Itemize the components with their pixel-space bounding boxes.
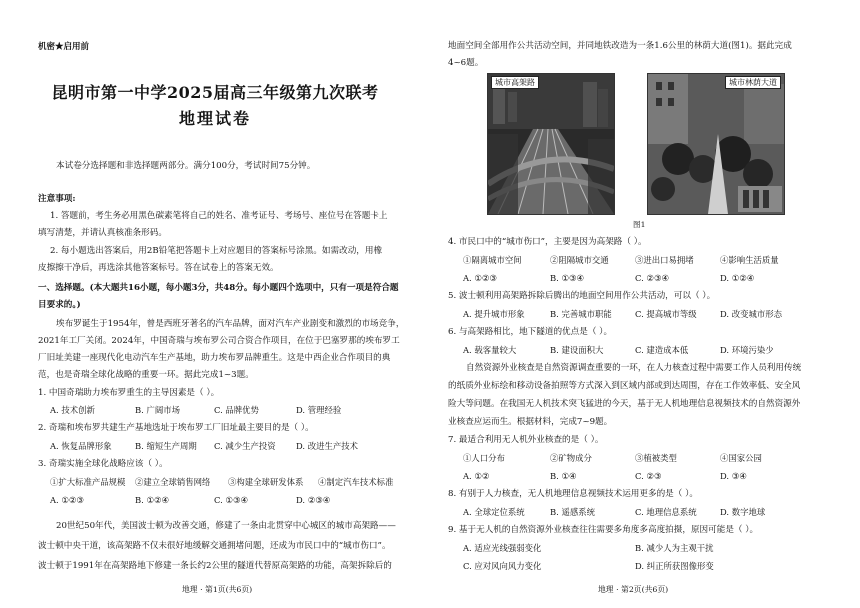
q4-option-d: D. ①②④ [720, 273, 755, 283]
q9-option-d: D. 纠正所获图像形变 [635, 561, 714, 571]
q3-statement-1: ①扩大标准产品规模 [50, 477, 126, 487]
passage-1-line-3: 厂旧址美建一座现代化电动汽车生产基地，助力埃布罗品牌重生。这是中西企业合作项目的典 [38, 353, 391, 363]
q1-option-b: B. 广阔市场 [135, 405, 180, 415]
q4-option-c: C. ②③④ [635, 273, 669, 283]
q3-option-d: D. ②③④ [296, 495, 331, 505]
question-6: 6. 与高架路相比，地下隧道的优点是（ ）。 [448, 327, 613, 337]
question-5: 5. 波士顿利用高架路拆除后腾出的地面空间用作公共活动，可以（ ）。 [448, 291, 716, 301]
exam-subject-title: 地理试卷 [178, 109, 251, 128]
passage-continued-line-1: 地面空间全部用作公共活动空间，并同地铁改造为一条1.6公里的林荫大道(图1)。据此完成 [448, 41, 792, 51]
page-2 [430, 0, 860, 608]
question-1: 1. 中国奇瑞助力埃布罗重生的主导因素是（ ）。 [38, 388, 220, 398]
photo-2-label: 城市林荫大道 [725, 76, 781, 89]
q5-option-c: C. 提高城市等级 [635, 309, 697, 319]
q3-option-b: B. ①②④ [135, 495, 170, 505]
passage-2-line-2: 波士顿中央干道，该高架路不仅未很好地缓解交通拥堵问题，还成为市民口中的“城市伤口”。 [38, 541, 391, 551]
q7-statement-1: ①人口分布 [463, 453, 505, 463]
q3-statement-2: ②建立全球销售网络 [135, 477, 211, 487]
passage-3-line-2: 的纸质外业标绘和移动设备拍照等方式深入到区域内部或到达周围，存在工作效率低、安全风 [448, 381, 801, 391]
q7-option-d: D. ③④ [720, 471, 747, 481]
q1-option-d: D. 管理经验 [296, 405, 342, 415]
exam-title: 昆明市第一中学2025届高三年级第九次联考 [51, 83, 379, 102]
q4-statement-1: ①隔离城市空间 [463, 255, 522, 265]
question-8: 8. 有别于人力核查，无人机地理信息视频技术运用更多的是（ ）。 [448, 489, 698, 499]
passage-continued-line-2: 4~6题。 [448, 58, 484, 68]
elevated-highway-photo [487, 73, 615, 215]
q2-option-d: D. 改进生产技术 [296, 441, 358, 451]
q4-statement-3: ③进出口易拥堵 [635, 255, 694, 265]
q8-option-b: B. 遥感系统 [550, 507, 595, 517]
confidential-label: 机密★启用前 [38, 42, 90, 52]
q4-statement-4: ④影响生活质量 [720, 255, 779, 265]
q8-option-d: D. 数字地球 [720, 507, 766, 517]
q8-option-c: C. 地理信息系统 [635, 507, 697, 517]
q5-option-a: A. 提升城市形象 [463, 309, 525, 319]
passage-1-line-2: 2021年工厂关闭。2024年，中国奇瑞与埃布罗公司合资合作项目，在位于巴塞罗那的埃布罗工 [38, 336, 400, 346]
q3-statement-3: ③构建全球研发体系 [228, 477, 304, 487]
q7-option-a: A. ①② [463, 471, 490, 481]
q4-option-a: A. ①②③ [463, 273, 497, 283]
q2-option-a: A. 恢复品牌形象 [50, 441, 112, 451]
note-2-line-2: 皮擦擦干净后，再选涂其他答案标号。答在试卷上的答案无效。 [38, 263, 279, 273]
passage-1-line-4: 范，也是奇瑞全球化战略的重要一环。据此完成1~3题。 [38, 370, 254, 380]
exam-intro: 本试卷分选择题和非选择题两部分。满分100分，考试时间75分钟。 [56, 161, 316, 171]
q6-option-c: C. 建造成本低 [635, 345, 689, 355]
question-2: 2. 奇瑞和埃布罗共建生产基地选址于埃布罗工厂旧址最主要目的是（ ）。 [38, 423, 314, 433]
q4-statement-2: ②阻隔城市交通 [550, 255, 609, 265]
q9-option-b: B. 减少人为主观干扰 [635, 543, 714, 553]
q5-option-d: D. 改变城市形态 [720, 309, 782, 319]
note-2-line-1: 2. 每小题选出答案后，用2B铅笔把答题卡上对应题目的答案标号涂黑。如需改动，用橡 [50, 246, 383, 256]
page-2-footer: 地理 · 第2页(共6页) [598, 585, 669, 594]
q6-option-d: D. 环境污染少 [720, 345, 774, 355]
passage-3-line-3: 险大等问题。在我国无人机技术突飞猛进的今天，基于无人机地理信息视频技术的自然资源外 [448, 399, 801, 409]
q7-option-b: B. ①④ [550, 471, 577, 481]
q6-option-b: B. 建设面积大 [550, 345, 604, 355]
question-7: 7. 最适合利用无人机外业核查的是（ ）。 [448, 435, 604, 445]
q5-option-b: B. 完善城市职能 [550, 309, 612, 319]
q1-option-c: C. 品牌优势 [214, 405, 259, 415]
section-heading-line-1: 一、选择题。(本大题共16小题，每小题3分，共48分。每小题四个选项中，只有一项是符合题 [38, 283, 399, 293]
q7-statement-4: ④国家公园 [720, 453, 762, 463]
q2-option-c: C. 减少生产投资 [214, 441, 276, 451]
q3-statement-4: ④制定汽车技术标准 [318, 477, 394, 487]
q7-option-c: C. ②③ [635, 471, 662, 481]
q2-option-b: B. 缩短生产周期 [135, 441, 197, 451]
q6-option-a: A. 载客量较大 [463, 345, 517, 355]
q7-statement-2: ②矿物成分 [550, 453, 592, 463]
question-4: 4. 市民口中的“城市伤口”，主要是因为高架路（ ）。 [448, 237, 647, 247]
note-1-line-2: 填写清楚，并请认真核准条形码。 [38, 228, 167, 238]
passage-3-line-4: 业核查应运而生。根据材料，完成7~9题。 [448, 417, 613, 427]
q8-option-a: A. 全球定位系统 [463, 507, 525, 517]
photo-1-label: 城市高架路 [491, 76, 539, 89]
figure-caption: 图1 [633, 220, 646, 229]
passage-3-line-1: 自然资源外业核查是自然资源调查重要的一环，在人力核查过程中需要工作人员利用传统 [466, 363, 802, 373]
q7-statement-3: ③植被类型 [635, 453, 677, 463]
question-9: 9. 基于无人机的自然资源外业核查往往需要多角度多高度拍摄，原因可能是（ ）。 [448, 525, 759, 535]
page-1-footer: 地理 · 第1页(共6页) [182, 585, 253, 594]
notes-heading: 注意事项: [38, 194, 76, 204]
q3-option-a: A. ①②③ [50, 495, 84, 505]
note-1-line-1: 1. 答题前，考生务必用黑色碳素笔将自己的姓名、准考证号、考场号、座位号在答题卡上 [50, 211, 388, 221]
q4-option-b: B. ①③④ [550, 273, 585, 283]
q1-option-a: A. 技术创新 [50, 405, 95, 415]
boulevard-photo [647, 73, 785, 215]
q9-option-a: A. 适应光线强弱变化 [463, 543, 542, 553]
q9-option-c: C. 应对风向风力变化 [463, 561, 542, 571]
passage-1-line-1: 埃布罗诞生于1954年，曾是西班牙著名的汽车品牌，面对汽车产业剧变和激烈的市场竞争， [56, 319, 405, 329]
passage-2-line-1: 20世纪50年代，美国波士顿为改善交通，修建了一条由北贯穿中心城区的城市高架路—— [56, 521, 396, 531]
passage-2-line-3: 波士顿于1991年在高架路地下修建一条长约2公里的隧道代替原高架路的功能，高架拆除后的 [38, 561, 392, 571]
section-heading-line-2: 目要求的。) [38, 300, 81, 310]
question-3: 3. 奇瑞实施全球化战略应该（ ）。 [38, 459, 168, 469]
q3-option-c: C. ①③④ [214, 495, 248, 505]
